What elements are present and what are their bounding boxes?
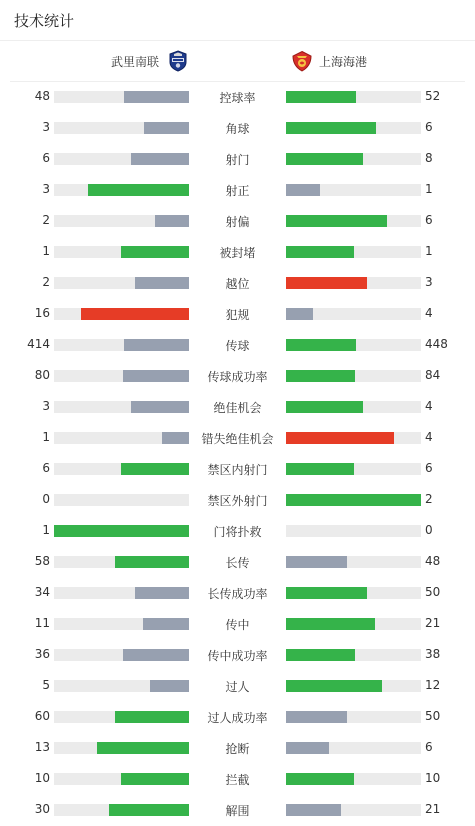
home-stat-value: 6 — [42, 461, 50, 475]
away-stat-bar-track — [286, 308, 421, 320]
home-stat-bar — [115, 711, 189, 723]
home-stat-bar-track — [54, 339, 189, 351]
stat-label: 抢断 — [225, 742, 250, 756]
away-team-name: 上海海港 — [319, 54, 368, 69]
stat-row — [0, 670, 475, 701]
stat-row — [0, 546, 475, 577]
stat-row — [0, 143, 475, 174]
away-stat-value: 38 — [425, 647, 441, 661]
away-stat-bar-track — [286, 742, 421, 754]
home-stat-bar — [143, 618, 189, 630]
away-stat-bar-track — [286, 494, 421, 506]
stat-row — [0, 608, 475, 639]
away-stat-value: 6 — [425, 120, 433, 134]
stat-row — [0, 763, 475, 794]
stat-row — [0, 205, 475, 236]
away-stat-value: 50 — [425, 585, 441, 599]
stat-row — [0, 81, 475, 112]
home-stat-bar-track — [54, 432, 189, 444]
away-stat-value: 2 — [425, 492, 433, 506]
stats-header — [0, 0, 475, 41]
home-stat-bar-track — [54, 308, 189, 320]
stat-label: 射门 — [225, 153, 250, 167]
stat-label: 越位 — [225, 277, 250, 291]
away-stat-bar-track — [286, 246, 421, 258]
away-stat-value: 4 — [425, 306, 433, 320]
home-stat-bar — [135, 277, 189, 289]
home-stat-bar-track — [54, 401, 189, 413]
away-stat-bar-track — [286, 525, 421, 537]
away-stat-bar — [286, 184, 320, 196]
stat-row — [0, 422, 475, 453]
away-stat-value: 52 — [425, 89, 441, 103]
stat-label: 长传成功率 — [207, 587, 268, 601]
home-stat-bar — [121, 463, 189, 475]
home-stat-value: 414 — [27, 337, 50, 351]
home-stat-bar — [115, 556, 189, 568]
away-stat-bar — [286, 463, 354, 475]
home-stat-bar — [54, 525, 189, 537]
away-stat-bar — [286, 401, 363, 413]
away-stat-bar-track — [286, 215, 421, 227]
away-stat-value: 1 — [425, 244, 433, 258]
home-stat-bar — [109, 804, 189, 816]
home-stat-bar — [81, 308, 189, 320]
stat-label: 解围 — [225, 804, 250, 818]
away-stat-value: 3 — [425, 275, 433, 289]
home-stat-value: 16 — [34, 306, 50, 320]
home-stat-bar-track — [54, 680, 189, 692]
stat-label: 犯规 — [225, 308, 250, 322]
away-stat-bar-track — [286, 773, 421, 785]
stat-label: 传球 — [225, 339, 250, 353]
away-stat-value: 48 — [425, 554, 441, 568]
away-stat-bar-track — [286, 339, 421, 351]
home-team-name: 武里南联 — [110, 54, 159, 69]
stat-label: 绝佳机会 — [213, 401, 262, 415]
home-stat-bar-track — [54, 649, 189, 661]
away-stat-value: 6 — [425, 213, 433, 227]
home-stat-bar-track — [54, 463, 189, 475]
stat-label: 长传 — [225, 556, 250, 570]
away-stat-bar-track — [286, 153, 421, 165]
home-team[interactable] — [111, 50, 189, 72]
away-stat-bar — [286, 339, 356, 351]
away-stat-bar-track — [286, 91, 421, 103]
home-stat-bar-track — [54, 277, 189, 289]
away-stat-bar — [286, 711, 347, 723]
away-stat-bar-track — [286, 618, 421, 630]
home-stat-bar-track — [54, 773, 189, 785]
away-stat-bar-track — [286, 649, 421, 661]
stat-row — [0, 515, 475, 546]
away-stat-bar — [286, 432, 394, 444]
stat-row — [0, 391, 475, 422]
home-stat-value: 5 — [42, 678, 50, 692]
stat-row — [0, 360, 475, 391]
stat-label: 过人 — [225, 680, 250, 694]
away-stat-bar-track — [286, 711, 421, 723]
stat-label: 门将扑救 — [213, 525, 262, 539]
home-stat-value: 1 — [42, 523, 50, 537]
home-stat-value: 3 — [42, 182, 50, 196]
home-stat-bar-track — [54, 525, 189, 537]
away-stat-bar — [286, 742, 329, 754]
away-stat-value: 21 — [425, 802, 441, 816]
home-stat-bar-track — [54, 711, 189, 723]
home-stat-value: 1 — [42, 430, 50, 444]
stat-label: 被封堵 — [219, 246, 256, 260]
away-team[interactable] — [291, 50, 367, 72]
stat-row — [0, 732, 475, 763]
home-stat-bar — [123, 370, 189, 382]
away-stat-bar — [286, 277, 367, 289]
home-stat-value: 6 — [42, 151, 50, 165]
home-stat-bar-track — [54, 618, 189, 630]
shanghai-port-crest-icon — [291, 50, 313, 72]
away-stat-value: 1 — [425, 182, 433, 196]
away-stat-bar — [286, 804, 341, 816]
away-stat-bar-track — [286, 370, 421, 382]
home-stat-bar-track — [54, 556, 189, 568]
home-stat-value: 3 — [42, 120, 50, 134]
away-stat-bar — [286, 215, 387, 227]
home-stat-bar-track — [54, 587, 189, 599]
home-stat-bar-track — [54, 370, 189, 382]
home-stat-bar — [162, 432, 189, 444]
home-stat-bar — [131, 153, 189, 165]
away-stat-bar — [286, 308, 313, 320]
stat-row — [0, 484, 475, 515]
stat-label: 角球 — [225, 122, 250, 136]
home-stat-bar-track — [54, 153, 189, 165]
home-stat-value: 36 — [34, 647, 50, 661]
stat-label: 错失绝佳机会 — [201, 432, 274, 446]
stat-row — [0, 267, 475, 298]
away-stat-value: 50 — [425, 709, 441, 723]
away-stat-value: 0 — [425, 523, 433, 537]
away-stat-bar — [286, 587, 367, 599]
away-stat-bar-track — [286, 401, 421, 413]
away-stat-value: 4 — [425, 430, 433, 444]
away-stat-bar — [286, 91, 356, 103]
home-stat-value: 58 — [34, 554, 50, 568]
stat-row — [0, 174, 475, 205]
home-stat-bar-track — [54, 184, 189, 196]
home-stat-bar — [123, 649, 189, 661]
stat-row — [0, 453, 475, 484]
home-stat-bar — [124, 91, 189, 103]
away-stat-bar-track — [286, 587, 421, 599]
away-stat-value: 8 — [425, 151, 433, 165]
stat-row — [0, 701, 475, 732]
home-stat-value: 13 — [34, 740, 50, 754]
away-stat-bar-track — [286, 122, 421, 134]
home-stat-value: 60 — [34, 709, 50, 723]
away-stat-bar-track — [286, 680, 421, 692]
away-stat-bar — [286, 153, 363, 165]
home-stat-value: 80 — [34, 368, 50, 382]
away-stat-bar — [286, 494, 421, 506]
away-stat-value: 84 — [425, 368, 441, 382]
away-stat-bar-track — [286, 804, 421, 816]
home-stat-value: 30 — [34, 802, 50, 816]
home-stat-value: 2 — [42, 213, 50, 227]
away-stat-bar-track — [286, 432, 421, 444]
home-stat-value: 34 — [34, 585, 50, 599]
buriram-united-crest-icon — [167, 50, 189, 72]
home-stat-bar — [88, 184, 189, 196]
away-stat-value: 6 — [425, 461, 433, 475]
away-stat-value: 21 — [425, 616, 441, 630]
home-stat-value: 3 — [42, 399, 50, 413]
home-stat-bar — [155, 215, 189, 227]
away-stat-bar — [286, 370, 355, 382]
stat-label: 传中成功率 — [207, 649, 268, 663]
home-stat-bar-track — [54, 804, 189, 816]
home-stat-bar — [121, 773, 189, 785]
home-stat-bar-track — [54, 494, 189, 506]
stat-row — [0, 236, 475, 267]
home-stat-bar — [135, 587, 189, 599]
away-stat-value: 12 — [425, 678, 441, 692]
stats-list — [0, 81, 475, 825]
stat-label: 射偏 — [225, 215, 250, 229]
away-stat-value: 6 — [425, 740, 433, 754]
home-stat-bar-track — [54, 91, 189, 103]
home-stat-value: 2 — [42, 275, 50, 289]
stat-row — [0, 639, 475, 670]
team-header — [10, 41, 465, 82]
away-stat-value: 4 — [425, 399, 433, 413]
stat-label: 传中 — [225, 618, 250, 632]
stat-label: 拦截 — [225, 773, 250, 787]
home-stat-value: 10 — [34, 771, 50, 785]
home-stat-bar — [150, 680, 189, 692]
home-stat-bar-track — [54, 215, 189, 227]
stat-row — [0, 577, 475, 608]
stat-label: 禁区内射门 — [207, 463, 268, 477]
away-stat-bar-track — [286, 277, 421, 289]
home-stat-value: 0 — [42, 492, 50, 506]
away-stat-bar — [286, 649, 355, 661]
home-stat-bar — [124, 339, 189, 351]
away-stat-bar — [286, 680, 382, 692]
away-stat-bar-track — [286, 463, 421, 475]
home-stat-bar — [97, 742, 189, 754]
stat-label: 控球率 — [219, 91, 256, 105]
home-stat-bar-track — [54, 122, 189, 134]
away-stat-bar — [286, 618, 375, 630]
away-stat-bar — [286, 556, 347, 568]
home-stat-bar — [131, 401, 189, 413]
section-title: 技术统计 — [14, 12, 75, 30]
home-stat-bar-track — [54, 246, 189, 258]
home-stat-value: 48 — [34, 89, 50, 103]
away-stat-bar-track — [286, 556, 421, 568]
stat-label: 射正 — [225, 184, 250, 198]
home-stat-value: 1 — [42, 244, 50, 258]
home-stat-bar-track — [54, 742, 189, 754]
away-stat-bar — [286, 122, 376, 134]
away-stat-bar — [286, 246, 354, 258]
home-stat-bar — [121, 246, 189, 258]
away-stat-value: 10 — [425, 771, 441, 785]
stat-row — [0, 794, 475, 825]
home-stat-bar — [144, 122, 189, 134]
stat-row — [0, 112, 475, 143]
away-stat-value: 448 — [425, 337, 448, 351]
stat-label: 禁区外射门 — [207, 494, 268, 508]
stat-label: 传球成功率 — [207, 370, 268, 384]
home-stat-value: 11 — [34, 616, 50, 630]
away-stat-bar — [286, 773, 354, 785]
stat-row — [0, 329, 475, 360]
away-stat-bar-track — [286, 184, 421, 196]
stat-label: 过人成功率 — [207, 711, 268, 725]
stat-row — [0, 298, 475, 329]
